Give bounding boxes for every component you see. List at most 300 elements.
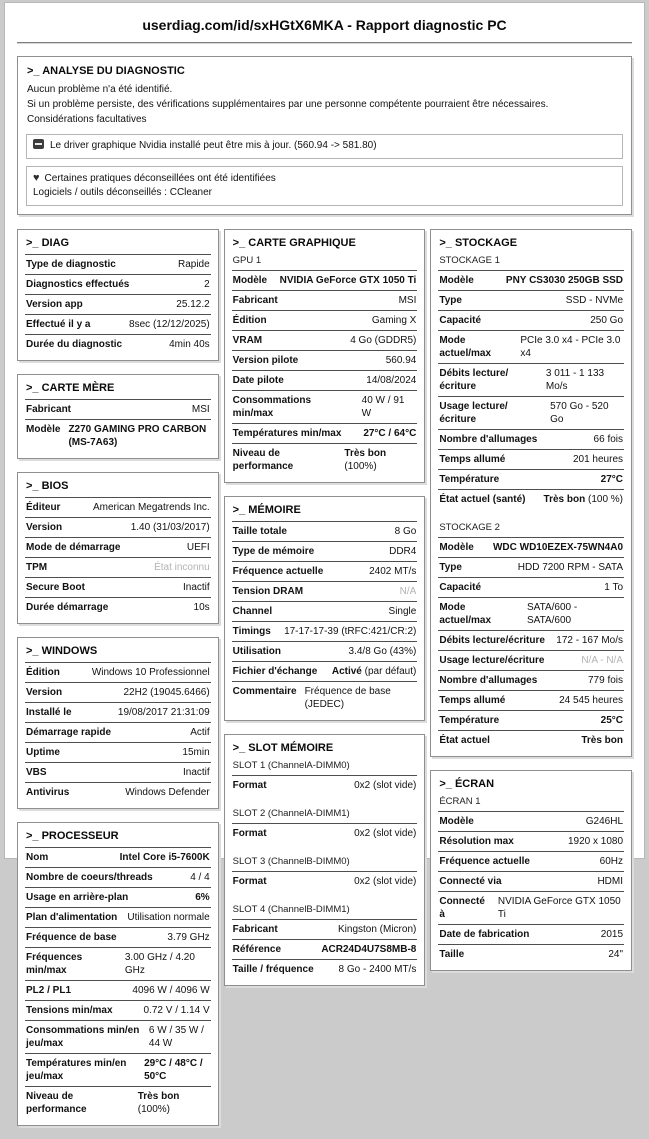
row-value: Activé (par défaut) <box>331 665 417 677</box>
page-title: userdiag.com/id/sxHGtX6MKA - Rapport diagnostic PC <box>142 17 507 33</box>
section-group <box>232 855 418 891</box>
table-row <box>438 489 624 509</box>
table-row <box>438 310 624 330</box>
table-row <box>438 944 624 964</box>
row-value: 570 Go - 520 Go <box>550 400 609 425</box>
section-group <box>232 521 418 714</box>
row-label: Type de diagnostic <box>26 258 116 270</box>
table-row <box>438 710 624 730</box>
row-label: Température <box>439 714 500 726</box>
table-row <box>25 742 211 762</box>
section-group <box>438 521 624 750</box>
table-row <box>25 1053 211 1086</box>
row-value: 0x2 (slot vide) <box>354 827 417 839</box>
row-label: Mode actuel/max <box>439 601 492 626</box>
table-row <box>25 782 211 802</box>
section-processeur <box>17 822 219 1126</box>
notice-box <box>26 166 623 206</box>
section-group <box>25 497 211 617</box>
table-row <box>232 290 418 310</box>
table-row <box>232 310 418 330</box>
section-title: >_ DIAG <box>26 236 70 249</box>
section-ecran <box>430 770 632 971</box>
row-label: Version <box>26 521 63 533</box>
row-label: Type de mémoire <box>232 545 315 557</box>
row-value: 8 Go - 2400 MT/s <box>338 963 417 975</box>
column-middle <box>224 229 426 999</box>
row-value: 8 Go <box>394 525 417 537</box>
table-row <box>25 702 211 722</box>
row-value: Rapide <box>177 258 210 270</box>
row-label: TPM <box>26 561 48 573</box>
row-value: 3.00 GHz / 4.20 GHz <box>124 951 195 976</box>
table-row <box>438 690 624 710</box>
section-group <box>232 254 418 476</box>
table-row <box>25 662 211 682</box>
row-value: 250 Go <box>590 314 624 326</box>
row-value: PNY CS3030 250GB SSD <box>505 274 624 286</box>
section-carte-mere <box>17 374 219 459</box>
row-value: 3 011 - 1 133 Mo/s <box>545 367 605 392</box>
row-label: Nom <box>26 851 49 863</box>
row-value: 172 - 167 Mo/s <box>556 634 624 646</box>
table-row <box>25 294 211 314</box>
row-label: Fichier d'échange <box>232 665 318 677</box>
group-subtitle: SLOT 1 (ChannelA-DIMM0) <box>232 759 350 771</box>
row-label: Format <box>232 875 267 887</box>
row-label: Utilisation <box>232 645 282 657</box>
table-row <box>232 581 418 601</box>
row-value: 15min <box>182 746 210 758</box>
table-row <box>438 811 624 831</box>
row-value: 0.72 V / 1.14 V <box>143 1004 210 1016</box>
row-label: Effectué il y a <box>26 318 91 330</box>
row-value: Très bon <box>581 734 624 746</box>
section-title: >_ MÉMOIRE <box>232 503 301 516</box>
analysis-line: Si un problème persiste, des vérifications supplémentaires par une personne compétente pourraient être nécessaires. <box>27 99 549 110</box>
row-label: Capacité <box>439 581 482 593</box>
table-row <box>25 254 211 274</box>
row-value: HDD 7200 RPM - SATA <box>517 561 624 573</box>
table-row <box>25 847 211 867</box>
row-value: Très bon (100 %) <box>543 493 624 505</box>
row-label: Taille <box>439 948 465 960</box>
row-value: Très bon (100%) <box>137 1090 180 1115</box>
table-row <box>438 429 624 449</box>
table-row <box>438 924 624 944</box>
table-row <box>232 959 418 979</box>
table-row <box>232 443 418 476</box>
table-row <box>438 577 624 597</box>
table-row <box>232 423 418 443</box>
column-right <box>430 229 632 984</box>
table-row <box>25 722 211 742</box>
row-value: UEFI <box>186 541 210 553</box>
table-row <box>232 350 418 370</box>
row-value: Utilisation normale <box>127 911 210 923</box>
row-value: 3.79 GHz <box>167 931 210 943</box>
analysis-notices <box>26 134 623 206</box>
row-value: 60Hz <box>599 855 624 867</box>
row-value: 8sec (12/12/2025) <box>129 318 210 330</box>
section-group <box>438 795 624 964</box>
table-row <box>25 274 211 294</box>
row-value: 24" <box>608 948 624 960</box>
section-stockage <box>430 229 632 757</box>
report-columns <box>17 229 632 1139</box>
row-label: Niveau de performance <box>232 447 294 472</box>
section-group <box>25 399 211 452</box>
row-value-suffix: (100 %) <box>585 493 624 505</box>
row-value: 17-17-17-39 (tRFC:421/CR:2) <box>284 625 417 637</box>
row-value: PCIe 3.0 x4 - PCIe 3.0 x4 <box>520 334 621 359</box>
row-label: Usage lecture/écriture <box>439 400 508 425</box>
row-value: 4min 40s <box>169 338 210 350</box>
notice-line: ♥ Certaines pratiques déconseillées ont été identifiées <box>33 171 276 184</box>
row-label: Éditeur <box>26 501 61 513</box>
row-value: MSI <box>398 294 417 306</box>
row-label: Consommations min/max <box>232 394 312 419</box>
table-row <box>232 681 418 714</box>
row-value-suffix: (100%) <box>137 1103 170 1115</box>
row-label: Fréquences min/max <box>26 951 83 976</box>
table-row <box>25 497 211 517</box>
table-row <box>25 1086 211 1119</box>
row-label: Mode de démarrage <box>26 541 121 553</box>
section-group <box>25 662 211 802</box>
row-value: WDC WD10EZEX-75WN4A0 <box>492 541 624 553</box>
row-value: SSD - NVMe <box>565 294 624 306</box>
table-row <box>25 334 211 354</box>
row-value-suffix: (par défaut) <box>361 665 417 677</box>
row-label: Nombre d'allumages <box>439 674 538 686</box>
row-label: Taille / fréquence <box>232 963 314 975</box>
group-subtitle: SLOT 3 (ChannelB-DIMM0) <box>232 855 350 867</box>
notice-box <box>26 134 623 159</box>
row-value: 27°C / 64°C <box>363 427 417 439</box>
row-value: 66 fois <box>593 433 624 445</box>
row-value: Intel Core i5-7600K <box>119 851 210 863</box>
row-value: 4096 W / 4096 W <box>132 984 210 996</box>
row-label: Secure Boot <box>26 581 85 593</box>
analysis-text <box>26 82 623 127</box>
table-row <box>232 561 418 581</box>
section-title: >_ ÉCRAN <box>439 777 495 790</box>
table-row <box>232 919 418 939</box>
table-row <box>438 270 624 290</box>
table-row <box>232 775 418 795</box>
row-label: État actuel (santé) <box>439 493 526 505</box>
section-title: >_ WINDOWS <box>26 644 98 657</box>
analysis-line: Considérations facultatives <box>27 114 147 125</box>
table-row <box>232 939 418 959</box>
section-analyse-du-diagnostic <box>17 56 632 215</box>
row-value: 560.94 <box>385 354 417 366</box>
row-value: Z270 GAMING PRO CARBON (MS-7A63) <box>68 423 207 448</box>
table-row <box>25 980 211 1000</box>
row-value: 25.12.2 <box>176 298 210 310</box>
row-value: Inactif <box>182 581 210 593</box>
table-row <box>25 907 211 927</box>
row-value: 3.4/8 Go (43%) <box>348 645 417 657</box>
row-label: Consommations min/en jeu/max <box>26 1024 140 1049</box>
row-label: Température <box>439 473 500 485</box>
row-value: Windows 10 Professionnel <box>91 666 210 678</box>
row-value: 6% <box>195 891 210 903</box>
row-label: Modèle <box>439 274 474 286</box>
row-label: Date pilote <box>232 374 284 386</box>
section-bios <box>17 472 219 624</box>
row-label: Durée démarrage <box>26 601 109 613</box>
table-row <box>438 290 624 310</box>
row-value: ACR24D4U7S8MB-8 <box>321 943 417 955</box>
row-label: Fabricant <box>232 294 278 306</box>
row-label: Températures min/max <box>232 427 342 439</box>
row-value: Gaming X <box>371 314 417 326</box>
column-left <box>17 229 219 1139</box>
table-row <box>438 630 624 650</box>
analysis-line: Aucun problème n'a été identifié. <box>27 84 173 95</box>
row-label: Nombre de coeurs/threads <box>26 871 153 883</box>
group-subtitle: SLOT 2 (ChannelA-DIMM1) <box>232 807 350 819</box>
row-value: DDR4 <box>389 545 417 557</box>
row-label: Version pilote <box>232 354 299 366</box>
row-label: Fréquence de base <box>26 931 117 943</box>
table-row <box>25 517 211 537</box>
table-row <box>438 891 624 924</box>
row-label: Format <box>232 779 267 791</box>
section-title: >_ SLOT MÉMOIRE <box>232 741 334 754</box>
row-label: Commentaire <box>232 685 297 697</box>
table-row <box>25 597 211 617</box>
table-row <box>25 314 211 334</box>
row-label: Édition <box>26 666 60 678</box>
row-label: Connecté à <box>439 895 485 920</box>
row-label: Usage en arrière-plan <box>26 891 129 903</box>
section-group <box>232 759 418 795</box>
row-value: 19/08/2017 21:31:09 <box>117 706 210 718</box>
section-carte-graphique <box>224 229 426 483</box>
table-row <box>438 363 624 396</box>
row-label: VRAM <box>232 334 263 346</box>
table-row <box>25 557 211 577</box>
row-label: Tension DRAM <box>232 585 304 597</box>
section-slot-memoire <box>224 734 426 986</box>
row-label: Durée du diagnostic <box>26 338 123 350</box>
table-row <box>25 867 211 887</box>
row-value: 6 W / 35 W / 44 W <box>148 1024 204 1049</box>
row-value: 24 545 heures <box>559 694 624 706</box>
row-label: Modèle <box>439 541 474 553</box>
row-label: Fréquence actuelle <box>232 565 324 577</box>
row-value: Single <box>388 605 417 617</box>
row-label: Version app <box>26 298 83 310</box>
group-subtitle: ÉCRAN 1 <box>439 795 481 807</box>
row-label: Modèle <box>439 815 474 827</box>
row-value: Inactif <box>182 766 210 778</box>
table-row <box>438 851 624 871</box>
heart-icon: ♥ <box>33 171 40 184</box>
table-row <box>25 399 211 419</box>
section-title: >_ ANALYSE DU DIAGNOSTIC <box>27 65 185 77</box>
table-row <box>232 601 418 621</box>
row-value: 201 heures <box>572 453 624 465</box>
table-row <box>438 730 624 750</box>
row-value: 25°C <box>600 714 624 726</box>
section-group <box>438 254 624 509</box>
row-label: Diagnostics effectués <box>26 278 130 290</box>
group-subtitle: STOCKAGE 2 <box>439 521 500 533</box>
row-value: Windows Defender <box>125 786 210 798</box>
row-label: Type <box>439 294 462 306</box>
row-label: Débits lecture/écriture <box>439 634 545 646</box>
row-value: 40 W / 91 W <box>361 394 405 419</box>
row-label: Modèle <box>26 423 61 435</box>
report-card <box>4 2 645 1115</box>
row-label: Usage lecture/écriture <box>439 654 545 666</box>
row-label: Édition <box>232 314 267 326</box>
table-row <box>438 330 624 363</box>
row-value: 27°C <box>600 473 624 485</box>
section-memoire <box>224 496 426 721</box>
row-label: PL2 / PL1 <box>26 984 72 996</box>
table-row <box>25 537 211 557</box>
row-label: Installé le <box>26 706 72 718</box>
row-label: Démarrage rapide <box>26 726 112 738</box>
row-label: Timings <box>232 625 271 637</box>
table-row <box>25 577 211 597</box>
table-row <box>438 597 624 630</box>
table-row <box>25 762 211 782</box>
table-row <box>25 1020 211 1053</box>
row-value: 2402 MT/s <box>369 565 417 577</box>
table-row <box>438 396 624 429</box>
row-label: VBS <box>26 766 47 778</box>
row-value: 0x2 (slot vide) <box>354 779 417 791</box>
row-value: G246HL <box>585 815 624 827</box>
row-label: Temps allumé <box>439 453 506 465</box>
table-row <box>232 641 418 661</box>
table-row <box>232 621 418 641</box>
group-subtitle: SLOT 4 (ChannelB-DIMM1) <box>232 903 350 915</box>
row-label: Version <box>26 686 63 698</box>
row-label: Date de fabrication <box>439 928 530 940</box>
row-value: 2015 <box>600 928 624 940</box>
row-label: Tensions min/max <box>26 1004 113 1016</box>
row-label: Uptime <box>26 746 60 758</box>
section-group <box>25 254 211 354</box>
table-row <box>438 670 624 690</box>
gpu-driver-icon <box>33 139 44 149</box>
row-value: 1.40 (31/03/2017) <box>130 521 210 533</box>
table-row <box>25 682 211 702</box>
section-title: >_ CARTE GRAPHIQUE <box>232 236 356 249</box>
section-group <box>232 807 418 843</box>
table-row <box>232 370 418 390</box>
row-label: Taille totale <box>232 525 287 537</box>
row-value: 4 / 4 <box>190 871 210 883</box>
row-label: État actuel <box>439 734 490 746</box>
row-label: Temps allumé <box>439 694 506 706</box>
row-value: 22H2 (19045.6466) <box>123 686 210 698</box>
row-value: Actif <box>190 726 210 738</box>
row-value: Fréquence de base (JEDEC) <box>304 685 391 710</box>
row-value: 1920 x 1080 <box>567 835 624 847</box>
row-value-suffix: (100%) <box>344 460 377 472</box>
row-value: NVIDIA GeForce GTX 1050 Ti <box>279 274 417 286</box>
row-value: Kingston (Micron) <box>337 923 417 935</box>
row-value: 4 Go (GDDR5) <box>350 334 417 346</box>
row-value: NVIDIA GeForce GTX 1050 Ti <box>497 895 621 920</box>
section-group <box>232 903 418 979</box>
table-row <box>232 390 418 423</box>
section-group <box>25 847 211 1119</box>
row-value: HDMI <box>597 875 624 887</box>
table-row <box>232 823 418 843</box>
row-label: Antivirus <box>26 786 70 798</box>
title-divider <box>17 42 632 44</box>
row-label: Niveau de performance <box>26 1090 87 1115</box>
row-label: Fréquence actuelle <box>439 855 530 867</box>
notice-line: Logiciels / outils déconseillés : CCleaner <box>33 187 212 199</box>
table-row <box>438 469 624 489</box>
row-label: Fabricant <box>26 403 72 415</box>
row-value: 14/08/2024 <box>366 374 417 386</box>
row-value: SATA/600 - SATA/600 <box>527 601 578 626</box>
table-row <box>25 419 211 452</box>
section-diag <box>17 229 219 361</box>
row-value: 2 <box>204 278 210 290</box>
row-label: Résolution max <box>439 835 514 847</box>
row-label: Type <box>439 561 462 573</box>
table-row <box>25 947 211 980</box>
row-label: Débits lecture/écriture <box>439 367 509 392</box>
row-value: État inconnu <box>154 561 210 573</box>
table-row <box>438 831 624 851</box>
row-value: 779 fois <box>587 674 624 686</box>
section-windows <box>17 637 219 809</box>
table-row <box>438 557 624 577</box>
row-label: Modèle <box>232 274 268 286</box>
notice-line: Le driver graphique Nvidia installé peut être mis à jour. (560.94 -> 581.80) <box>33 139 616 154</box>
group-subtitle: GPU 1 <box>232 254 262 266</box>
table-row <box>25 887 211 907</box>
row-value: N/A - N/A <box>581 654 624 666</box>
row-label: Nombre d'allumages <box>439 433 538 445</box>
group-subtitle: STOCKAGE 1 <box>439 254 500 266</box>
section-title: >_ PROCESSEUR <box>26 829 119 842</box>
table-row <box>232 270 418 290</box>
row-label: Format <box>232 827 267 839</box>
row-label: Températures min/en jeu/max <box>26 1057 127 1082</box>
table-row <box>438 650 624 670</box>
row-label: Fabricant <box>232 923 278 935</box>
table-row <box>25 927 211 947</box>
table-row <box>438 537 624 557</box>
row-label: Référence <box>232 943 282 955</box>
row-value: N/A <box>399 585 417 597</box>
row-label: Capacité <box>439 314 482 326</box>
table-row <box>438 449 624 469</box>
table-row <box>232 330 418 350</box>
table-row <box>232 541 418 561</box>
table-row <box>232 871 418 891</box>
row-value: MSI <box>191 403 210 415</box>
table-row <box>232 661 418 681</box>
section-title: >_ STOCKAGE <box>439 236 518 249</box>
row-value: Très bon (100%) <box>344 447 387 472</box>
row-label: Connecté via <box>439 875 502 887</box>
